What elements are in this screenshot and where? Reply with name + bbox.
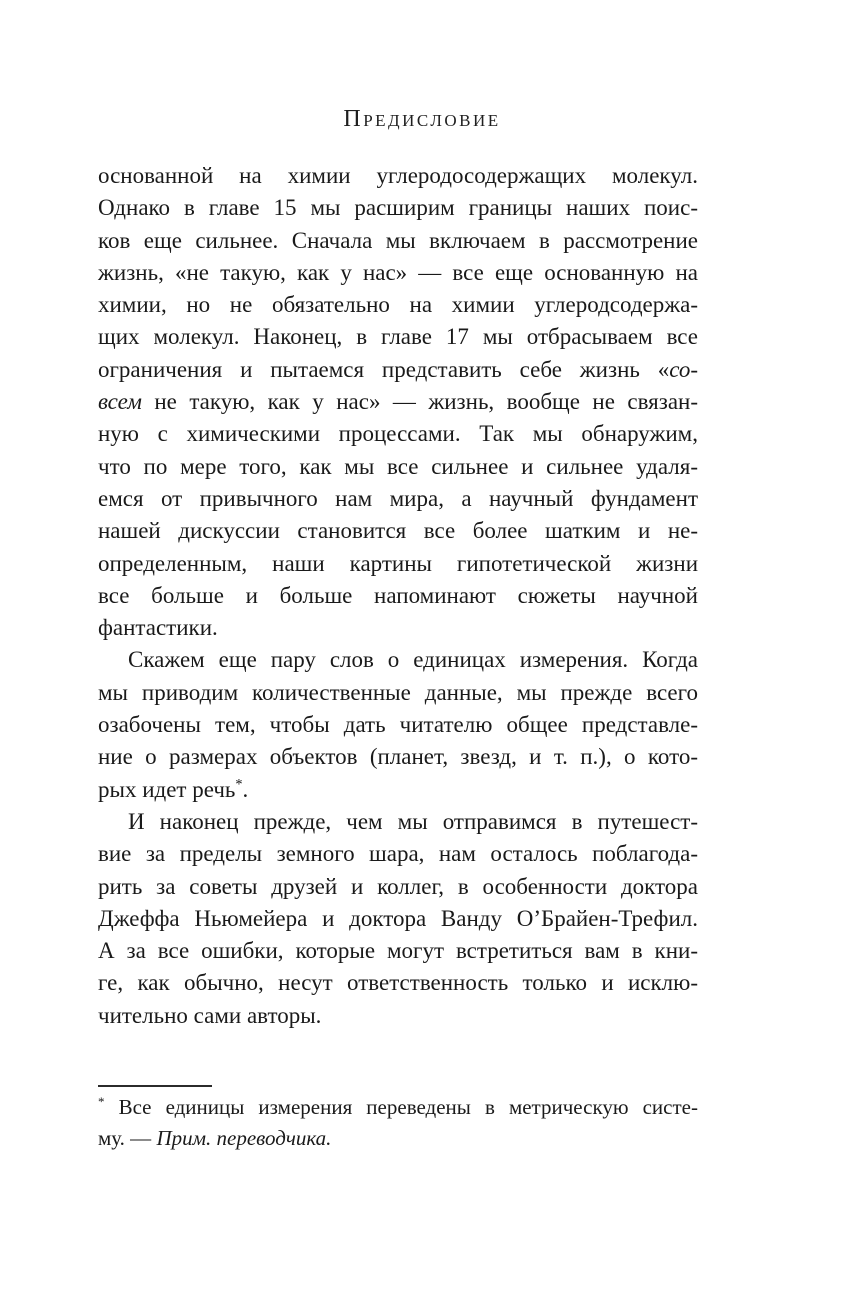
text-line: химии, но не обязательно на химии углеродсодержа- [98, 292, 698, 318]
text-line: ге, как обычно, несут ответственность только и исклю- [98, 970, 698, 996]
text-line: нашей дискуссии становится все более шатким и не- [98, 518, 698, 544]
text-line: ограничения и пытаемся представить себе жизнь «со- [98, 356, 698, 382]
text-line: все больше и больше напоминают сюжеты научной [98, 582, 698, 608]
text-line: ную с химическими процессами. Так мы обнаружим, [98, 421, 698, 447]
text-line: определенным, наши картины гипотетической жизни [98, 550, 698, 576]
text-line: ние о размерах объектов (планет, звезд, и т. п.), о кото- [98, 744, 698, 770]
footnote-marker: * [235, 775, 243, 792]
text-line: жизнь, «не такую, как у нас» — все еще основанную на [98, 259, 698, 285]
text-line: И наконец прежде, чем мы отправимся в путешест- [128, 808, 698, 834]
text-line: фантастики. [98, 615, 218, 641]
text-line: ков еще сильнее. Сначала мы включаем в рассмотрение [98, 227, 698, 253]
text-line: щих молекул. Наконец, в главе 17 мы отбрасываем все [98, 324, 698, 350]
page-title: Предисловие [343, 106, 501, 132]
footnote [98, 1092, 698, 1153]
text-line: мы приводим количественные данные, мы прежде всего [98, 679, 698, 705]
text-line: * Все единицы измерения переведены в метрическую систе- [98, 1094, 698, 1119]
text-line: чительно сами авторы. [98, 1002, 322, 1028]
text-line: рых идет речь*. [98, 775, 249, 802]
text-line: основанной на химии углеродосодержащих молекул. [98, 163, 698, 188]
footnote-marker: * [98, 1094, 105, 1109]
text-line: емся от привычного нам мира, а научный фундамент [98, 485, 698, 511]
text-line: А за все ошибки, которые могут встретиться вам в кни- [98, 938, 698, 964]
text-line: Джеффа Ньюмейера и доктора Ванду О’Брайен-Трефил. [98, 905, 698, 931]
text-line: озабочены тем, чтобы дать читателю общее представле- [98, 712, 698, 738]
text-line: Однако в главе 15 мы расширим границы наших поис- [98, 195, 698, 221]
text-line: рить за советы друзей и коллег, в особенности доктора [98, 873, 698, 899]
text-line: что по мере того, как мы все сильнее и сильнее удаля- [98, 453, 698, 479]
body-text [98, 160, 698, 1032]
footnote-divider [98, 1085, 212, 1087]
text-line: вие за пределы земного шара, нам осталось поблагода- [98, 841, 698, 867]
text-line: Скажем еще пару слов о единицах измерения. Когда [128, 647, 698, 673]
text-line: всем не такую, как у нас» — жизнь, вообще не связан- [98, 389, 698, 415]
text-line: му. — Прим. переводчика. [98, 1125, 332, 1150]
